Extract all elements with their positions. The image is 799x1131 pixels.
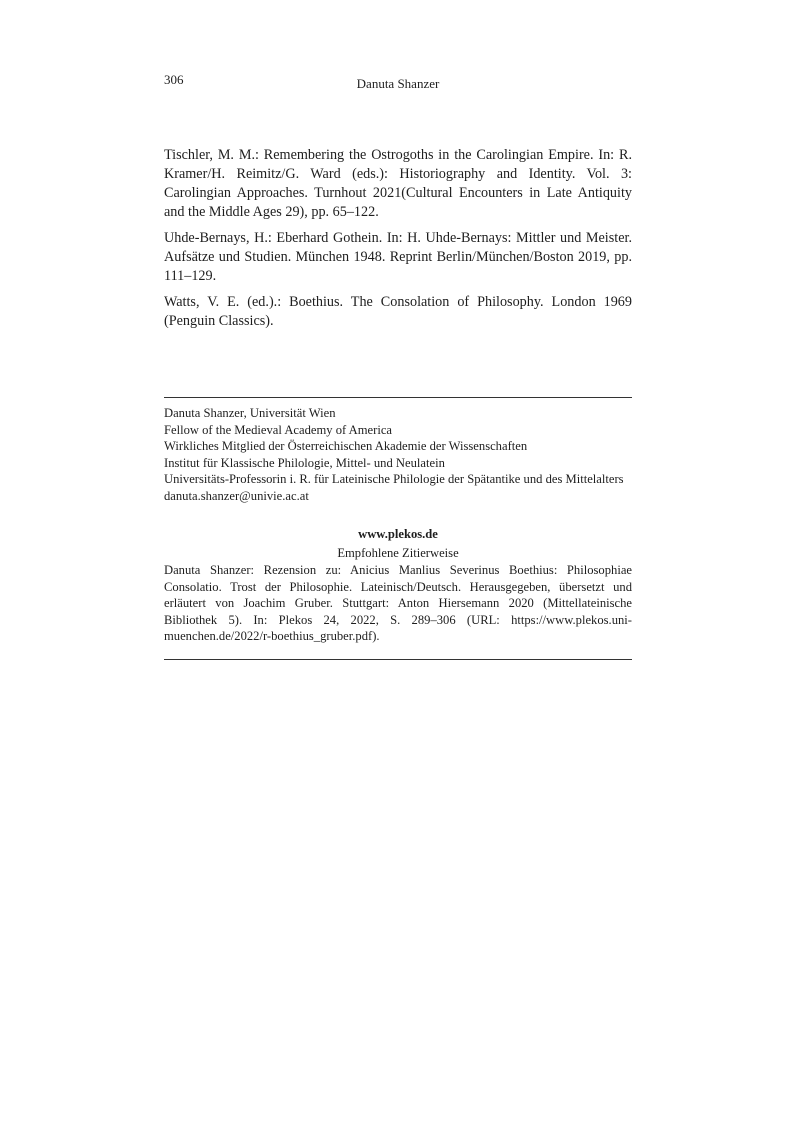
reference-entry: Tischler, M. M.: Remembering the Ostrogoths in the Carolingian Empire. In: R. Kramer/H. Reimitz/G. Ward (eds.): Historiography and Identity. Vol. 3: Carolingian Approaches. Turnhout 2021(Cultural Encounters in Late Antiquity and the Middle Ages 29), pp. 65–122. [164,147,632,220]
bibliography [164,146,632,338]
affiliation-line: Institut für Klassische Philologie, Mittel- und Neulatein [164,455,445,470]
page-header [164,72,632,92]
citation-heading: Empfohlene Zitierweise [337,546,459,560]
page-number: 306 [164,72,184,87]
author-affiliation [164,405,644,505]
author-email[interactable]: danuta.shanzer@univie.ac.at [164,488,309,503]
reference-entry: Watts, V. E. (ed.).: Boethius. The Consolation of Philosophy. London 1969 (Penguin Classics). [164,294,632,329]
website-link[interactable]: www.plekos.de [358,527,438,541]
citation-text: Danuta Shanzer: Rezension zu: Anicius Manlius Severinus Boethius: Philosophiae Consolatio. Trost der Philosophie. Lateinisch/Deutsch. Herausgegeben, übersetzt und erläutert von Joachim Gruber. Stuttgart: Anton Hiersemann 2020 (Mittellateinische Bibliothek 5). In: Plekos 24, 2022, S. 289–306 (URL: https://www.plekos.uni-muenchen.de/2022/r-boethius_gruber.pdf). [164,563,632,644]
affiliation-line: Fellow of the Medieval Academy of America [164,422,393,437]
running-title: Danuta Shanzer [356,76,440,91]
affiliation-line: Universitäts-Professorin i. R. für Lateinische Philologie der Spätantike und des Mittelalters [164,472,624,487]
divider-top [164,397,632,398]
reference-entry: Uhde-Bernays, H.: Eberhard Gothein. In: H. Uhde-Bernays: Mittler und Meister. Aufsätze und Studien. München 1948. Reprint Berlin/München/Boston 2019, pp. 111–129. [164,230,632,284]
affiliation-line: Danuta Shanzer, Universität Wien [164,406,336,420]
divider-bottom [164,659,632,660]
affiliation-line: Wirkliches Mitglied der Österreichischen Akademie der Wissenschaften [164,439,528,454]
